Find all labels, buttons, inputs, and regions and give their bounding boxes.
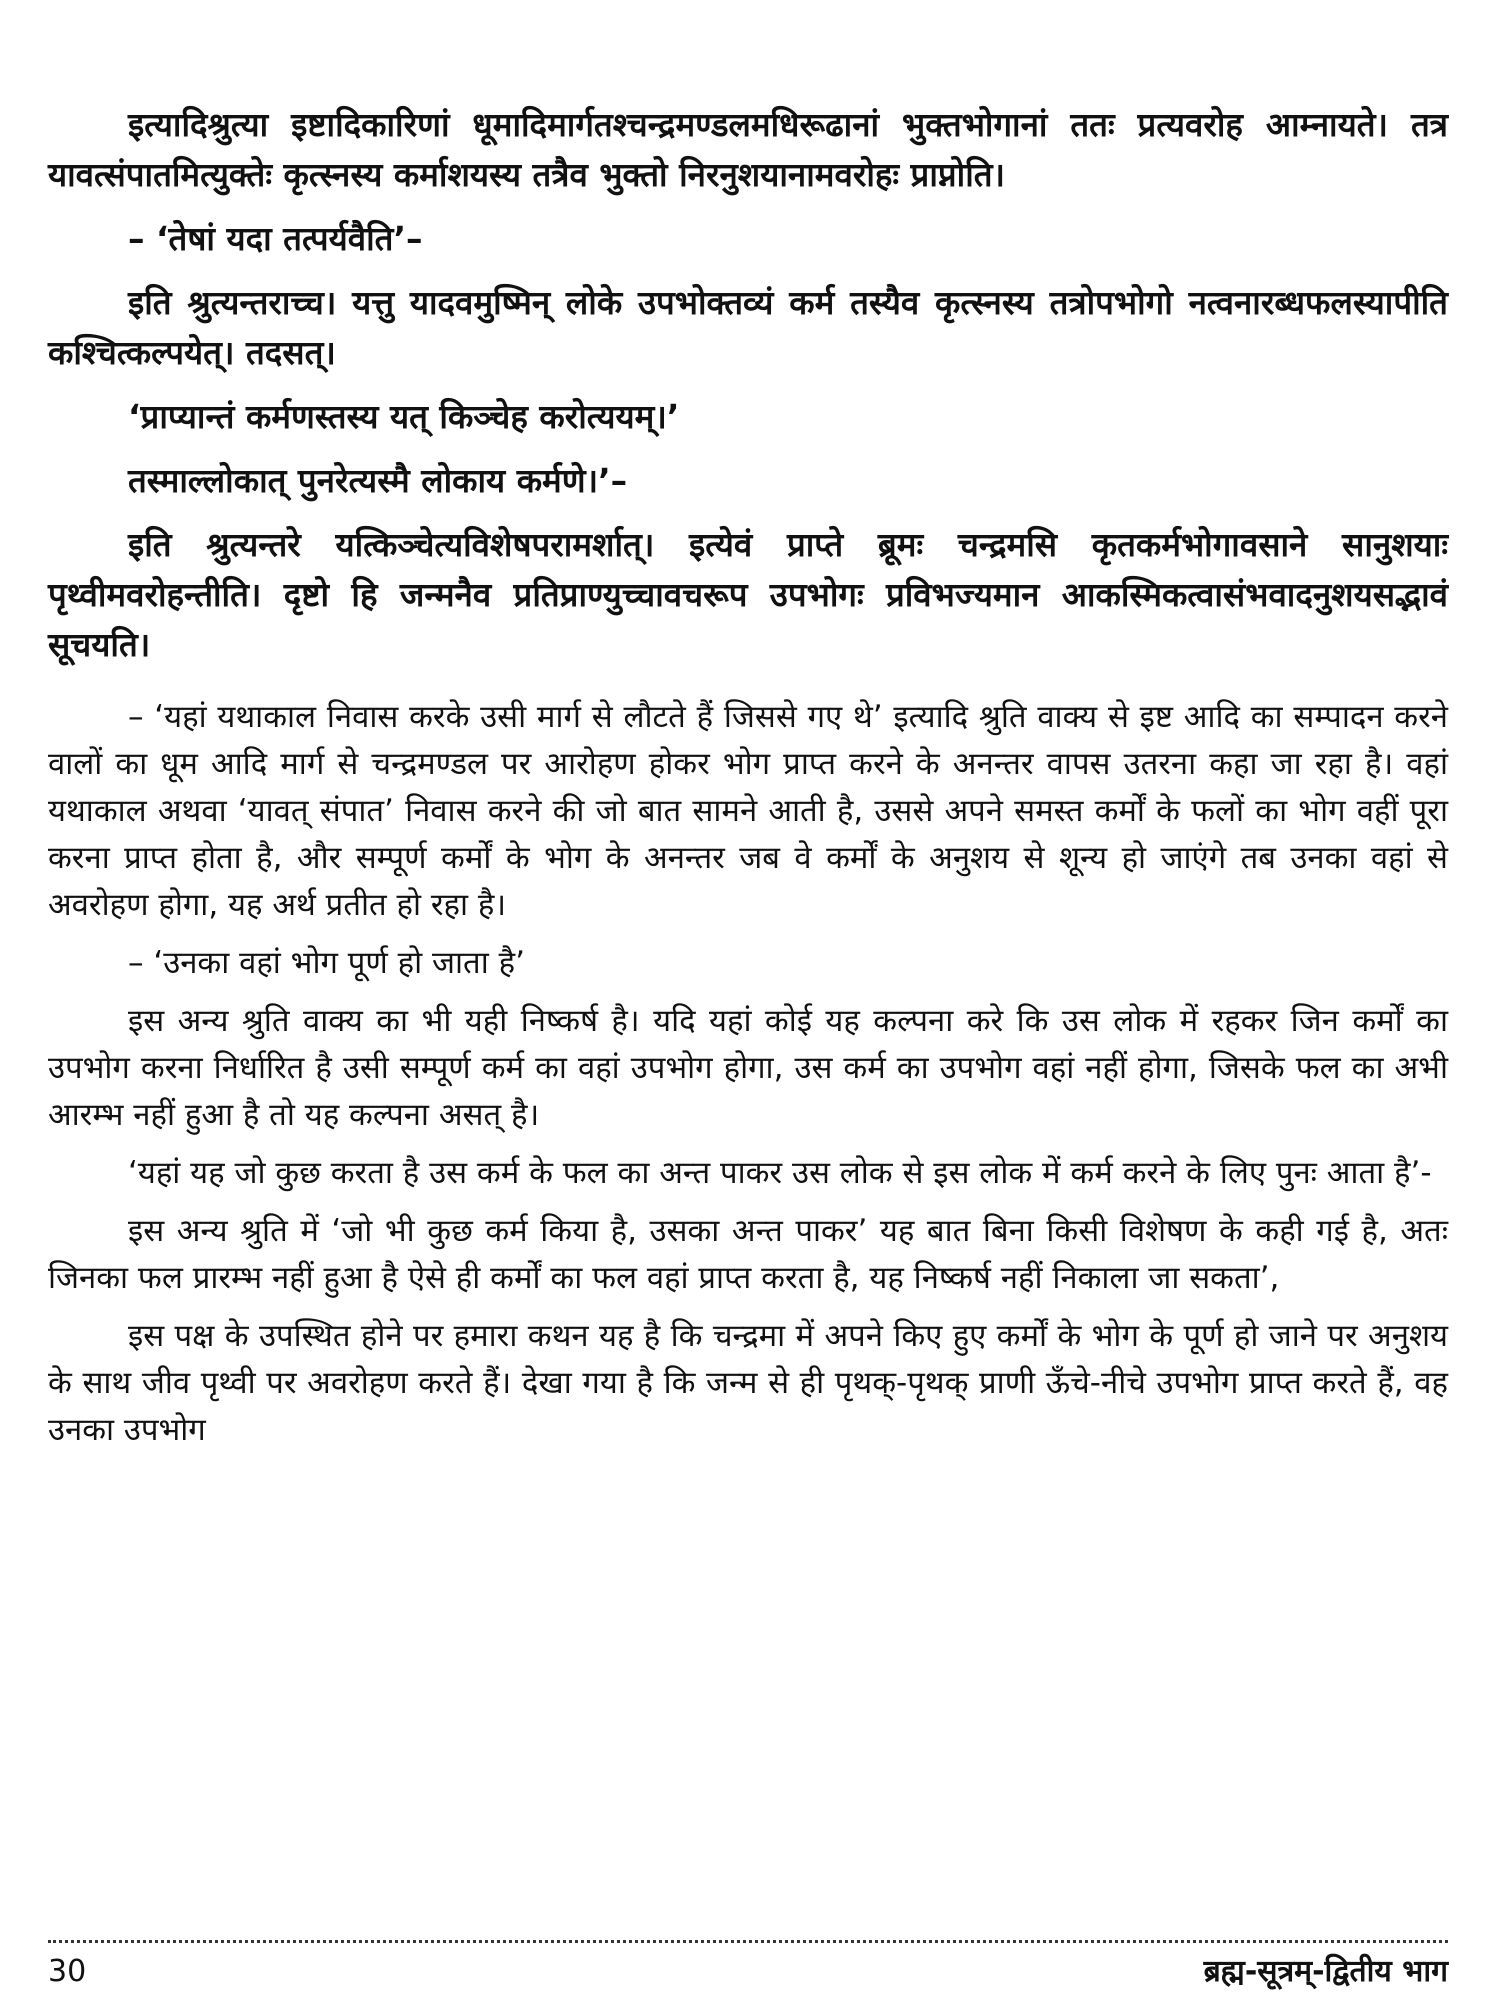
page-number: 30 <box>48 1954 87 1989</box>
hindi-quote-1: – ‘उनका वहां भोग पूर्ण हो जाता है’ <box>128 945 525 981</box>
hindi-paragraph-5: इस पक्ष के उपस्थित होने पर हमारा कथन यह है कि चन्द्रमा में अपने किए हुए कर्मों के भोग के पूर्ण हो जाने पर अनुशय के साथ जीव पृथ्वी पर अवरोहण करते हैं। देखा गया है कि जन्म से ही पृथक्-पृथक् प्राणी ऊँचे-नीचे उपभोग प्राप्त करते हैं, वह उनका उपभोग <box>48 1318 1448 1448</box>
page-body <box>48 100 1448 1465</box>
sanskrit-quote-1: – ‘तेषां यदा तत्पर्यवैति’– <box>128 219 423 258</box>
sanskrit-paragraph-2: इति श्रुत्यन्तराच्च। यत्तु यादवमुष्मिन् लोके उपभोक्तव्यं कर्म तस्यैव कृत्स्नस्य तत्रोपभोगो नत्वनारब्धफलस्यापीति कश्चित्कल्पयेत्। तदसत्। <box>48 283 1448 372</box>
hindi-paragraph-4: इस अन्य श्रुति में ‘जो भी कुछ कर्म किया है, उसका अन्त पाकर’ यह बात बिना किसी विशेषण के कही गई है, अतः जिनका फल प्रारम्भ नहीं हुआ है ऐसे ही कर्मों का फल वहां प्राप्त करता है, यह निष्कर्ष नहीं निकाला जा सकता’, <box>48 1213 1448 1296</box>
footer-divider <box>48 1940 1448 1943</box>
sanskrit-quote-2: ‘प्राप्यान्तं कर्मणस्तस्य यत् किञ्चेह करोत्ययम्।’ <box>128 397 680 436</box>
hindi-paragraph-2: इस अन्य श्रुति वाक्य का भी यही निष्कर्ष है। यदि यहां कोई यह कल्पना करे कि उस लोक में रहकर जिन कर्मों का उपभोग करना निर्धारित है उसी सम्पूर्ण कर्म का वहां उपभोग होगा, उस कर्म का उपभोग वहां नहीं होगा, जिसके फल का अभी आरम्भ नहीं हुआ है तो यह कल्पना असत् है। <box>48 1003 1448 1133</box>
sanskrit-paragraph-3: इति श्रुत्यन्तरे यत्किञ्चेत्यविशेषपरामर्शात्। इत्येवं प्राप्ते ब्रूमः चन्द्रमसि कृतकर्मभोगावसाने सानुशयाः पृथ्वीमवरोहन्तीति। दृष्टो हि जन्मनैव प्रतिप्राण्युच्चावचरूप उपभोगः प्रविभज्यमान आकस्मिकत्वासंभवादनुशयसद्भावं सूचयति। <box>48 525 1448 664</box>
sanskrit-text-block <box>48 100 1448 670</box>
sanskrit-paragraph-1: इत्यादिश्रुत्या इष्टादिकारिणां धूमादिमार्गतश्चन्द्रमण्डलमधिरूढानां भुक्तभोगानां ततः प्रत्यवरोह आम्नायते। तत्र यावत्संपातमित्युक्तेः कृत्स्नस्य कर्माशयस्य तत्रैव भुक्तो निरनुशयानामवरोहः प्राप्नोति। <box>48 105 1448 194</box>
hindi-paragraph-1: – ‘यहां यथाकाल निवास करके उसी मार्ग से लौटते हैं जिससे गए थे’ इत्यादि श्रुति वाक्य से इष्ट आदि का सम्पादन करने वालों का धूम आदि मार्ग से चन्द्रमण्डल पर आरोहण होकर भोग प्राप्त करने के अनन्तर वापस उतरना कहा जा रहा है। वहां यथाकाल अथवा ‘यावत् संपात’ निवास करने की जो बात सामने आती है, उससे अपने समस्त कर्मों के फलों का भोग वहीं पूरा करना प्राप्त होता है, और सम्पूर्ण कर्मों के भोग के अनन्तर जब वे कर्मों के अनुशय से शून्य हो जाएंगे तब उनका वहां से अवरोहण होगा, यह अर्थ प्रतीत हो रहा है। <box>48 699 1448 923</box>
page-footer <box>48 1950 1448 1994</box>
hindi-translation-block <box>48 694 1448 1454</box>
sanskrit-quote-3: तस्माल्लोकात् पुनरेत्यस्मै लोकाय कर्मणे।’– <box>128 461 628 500</box>
running-title: ब्रह्म-सूत्रम्-द्वितीय भाग <box>1203 1954 1448 1989</box>
hindi-paragraph-3: ‘यहां यह जो कुछ करता है उस कर्म के फल का अन्त पाकर उस लोक से इस लोक में कर्म करने के लिए पुनः आता है’- <box>128 1155 1432 1191</box>
